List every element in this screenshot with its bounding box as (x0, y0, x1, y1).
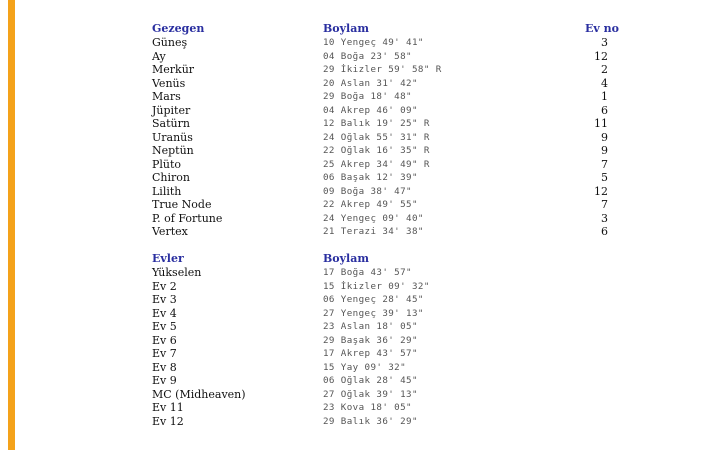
planets-name-cell: Uranüs (152, 130, 193, 144)
planets-position-cell: 04 Boğa 23' 58" (323, 50, 412, 62)
houses-position-cell: 15 İkizler 09' 32" (323, 280, 430, 292)
planets-house-cell: 12 (594, 49, 608, 63)
houses-row (152, 388, 622, 402)
planets-house-cell: 1 (601, 90, 608, 103)
planets-row (152, 185, 622, 199)
planets-header-name: Gezegen (152, 22, 205, 35)
planets-house-cell: 12 (594, 184, 608, 198)
planets-row (152, 144, 622, 158)
planets-position-cell: 24 Yengeç 09' 40" (323, 212, 424, 224)
planets-house-cell: 2 (601, 63, 608, 76)
planets-position-cell: 25 Akrep 34' 49" R (323, 158, 430, 170)
planets-position-cell: 22 Oğlak 16' 35" R (323, 145, 430, 156)
planets-row (152, 36, 622, 50)
house-rows (152, 266, 622, 428)
planets-house-cell: 9 (601, 130, 608, 144)
houses-position-cell: 27 Yengeç 39' 13" (323, 307, 424, 319)
houses-position-cell: 06 Yengeç 28' 45" (323, 294, 424, 305)
houses-row (152, 347, 622, 361)
planet-rows (152, 36, 622, 239)
accent-bar (8, 0, 15, 450)
houses-row (152, 307, 622, 321)
planets-name-cell: Venüs (152, 76, 186, 90)
houses-row (152, 415, 622, 429)
planets-name-cell: True Node (152, 198, 212, 211)
planets-position-cell: 29 Boğa 18' 48" (323, 91, 412, 102)
planets-header-position: Boylam (323, 22, 369, 35)
planets-name-cell: Jüpiter (152, 103, 191, 117)
houses-row (152, 374, 622, 388)
houses-name-cell: Ev 4 (152, 306, 177, 320)
planets-header-row (152, 22, 622, 36)
planets-row (152, 225, 622, 239)
planets-house-cell: 11 (594, 117, 608, 130)
houses-position-cell: 29 Başak 36' 29" (323, 334, 418, 346)
houses-row (152, 320, 622, 334)
houses-name-cell: Ev 12 (152, 414, 184, 428)
houses-position-cell: 17 Boğa 43' 57" (323, 267, 412, 278)
planets-house-cell: 6 (601, 225, 608, 238)
houses-row (152, 293, 622, 307)
houses-name-cell: Ev 5 (152, 320, 177, 333)
planets-name-cell: Mars (152, 90, 181, 103)
houses-position-cell: 27 Oğlak 39' 13" (323, 388, 418, 400)
planets-position-cell: 21 Terazi 34' 38" (323, 226, 424, 237)
houses-name-cell: Ev 8 (152, 360, 177, 374)
planets-row (152, 50, 622, 64)
houses-row (152, 266, 622, 280)
houses-header-row (152, 252, 622, 266)
planets-name-cell: Plüto (152, 157, 182, 171)
planets-name-cell: Chiron (152, 171, 190, 184)
houses-name-cell: Yükselen (152, 266, 202, 279)
houses-position-cell: 29 Balık 36' 29" (323, 415, 418, 427)
houses-name-cell: Ev 11 (152, 401, 184, 414)
houses-header-position: Boylam (323, 252, 369, 265)
planets-house-cell: 3 (601, 211, 608, 225)
planets-name-cell: Lilith (152, 184, 182, 198)
houses-name-cell: Ev 7 (152, 347, 177, 360)
planets-house-cell: 7 (601, 157, 608, 171)
planets-row (152, 104, 622, 118)
planets-position-cell: 29 İkizler 59' 58" R (323, 64, 442, 75)
planets-name-cell: Ay (152, 49, 166, 63)
planets-position-cell: 12 Balık 19' 25" R (323, 118, 430, 129)
planets-table (152, 22, 622, 239)
planets-position-cell: 10 Yengeç 49' 41" (323, 37, 424, 48)
houses-position-cell: 15 Yay 09' 32" (323, 361, 407, 373)
planets-name-cell: Vertex (152, 225, 188, 238)
houses-name-cell: MC (Midheaven) (152, 387, 246, 401)
planets-position-cell: 09 Boğa 38' 47" (323, 185, 412, 197)
planets-position-cell: 20 Aslan 31' 42" (323, 77, 418, 89)
houses-position-cell: 06 Oğlak 28' 45" (323, 375, 418, 386)
planets-name-cell: Merkür (152, 63, 195, 76)
planets-header-house: Ev no (585, 22, 619, 35)
houses-position-cell: 23 Kova 18' 05" (323, 402, 412, 413)
planets-name-cell: P. of Fortune (152, 211, 223, 225)
planets-row (152, 63, 622, 77)
planets-house-cell: 5 (601, 171, 608, 184)
houses-row (152, 361, 622, 375)
planets-row (152, 158, 622, 172)
planets-row (152, 90, 622, 104)
planets-row (152, 77, 622, 91)
planets-name-cell: Neptün (152, 144, 194, 157)
planets-house-cell: 7 (601, 198, 608, 211)
planets-row (152, 212, 622, 226)
houses-name-cell: Ev 6 (152, 333, 177, 347)
planets-position-cell: 22 Akrep 49' 55" (323, 199, 418, 210)
planets-position-cell: 04 Akrep 46' 09" (323, 104, 418, 116)
houses-position-cell: 23 Aslan 18' 05" (323, 321, 418, 332)
planets-position-cell: 06 Başak 12' 39" (323, 172, 418, 183)
houses-row (152, 401, 622, 415)
houses-table (152, 252, 622, 428)
planets-house-cell: 6 (601, 103, 608, 117)
planets-position-cell: 24 Oğlak 55' 31" R (323, 131, 430, 143)
planets-row (152, 171, 622, 185)
planets-house-cell: 4 (601, 76, 608, 90)
houses-row (152, 280, 622, 294)
planets-row (152, 117, 622, 131)
planets-house-cell: 9 (601, 144, 608, 157)
houses-name-cell: Ev 9 (152, 374, 177, 387)
planets-row (152, 131, 622, 145)
planets-house-cell: 3 (601, 36, 608, 49)
houses-position-cell: 17 Akrep 43' 57" (323, 348, 418, 359)
planets-name-cell: Satürn (152, 117, 190, 130)
houses-name-cell: Ev 3 (152, 293, 177, 306)
planets-name-cell: Güneş (152, 36, 188, 49)
planets-row (152, 198, 622, 212)
houses-header-name: Evler (152, 252, 184, 265)
houses-name-cell: Ev 2 (152, 279, 177, 293)
houses-row (152, 334, 622, 348)
